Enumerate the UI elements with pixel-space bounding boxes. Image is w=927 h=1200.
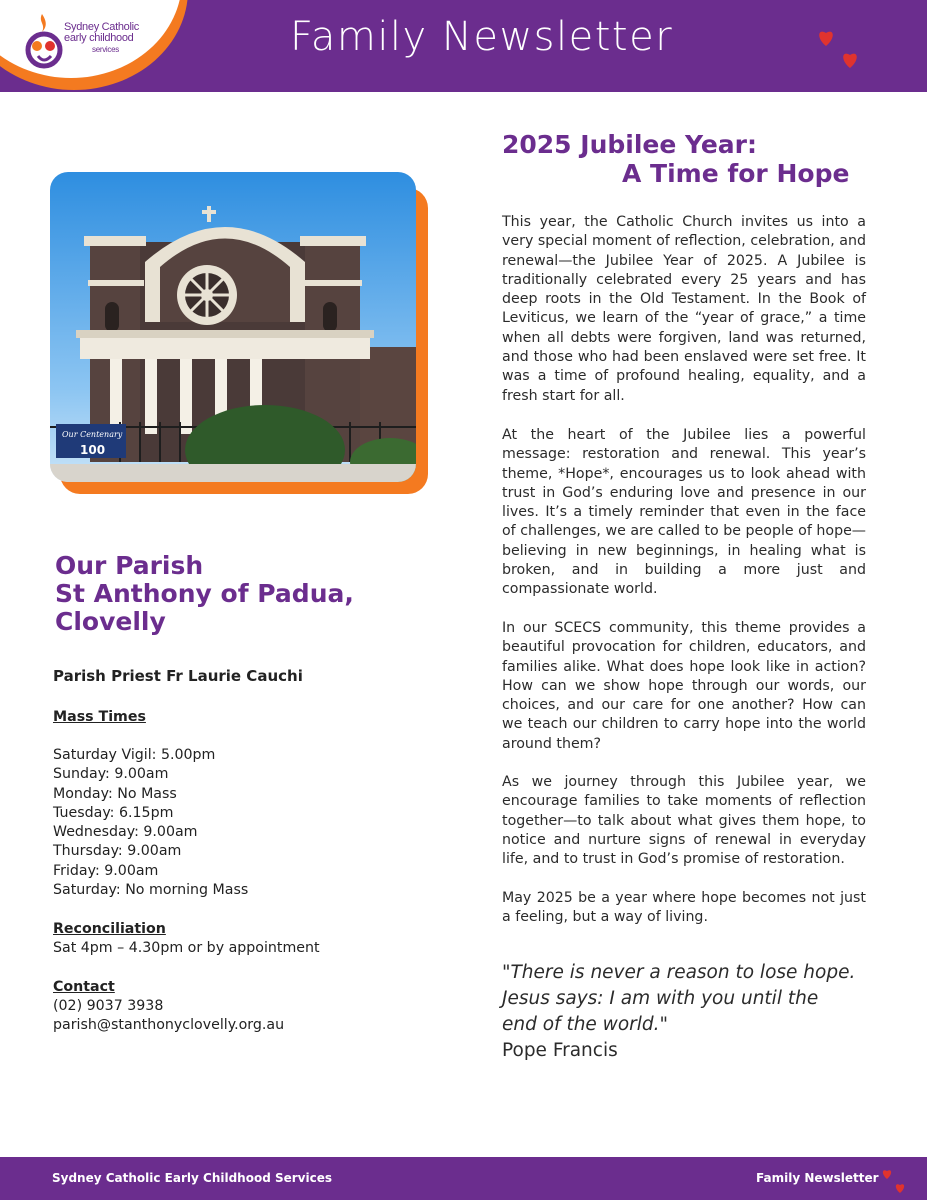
- mass-time-item: Saturday: No morning Mass: [53, 882, 249, 899]
- mass-time-item: Friday: 9.00am: [53, 862, 159, 879]
- article-title: [502, 130, 862, 188]
- parish-heading: [55, 552, 354, 636]
- mass-time-item: Thursday: 9.00am: [53, 843, 182, 860]
- banner-text: Our Centenary: [62, 430, 123, 439]
- mass-time-item: Wednesday: 9.00am: [53, 824, 198, 841]
- logo-line3: services: [92, 45, 119, 54]
- quote-line2: Jesus says: I am with you until the: [502, 988, 819, 1009]
- parish-heading-line2: St Anthony of Padua,: [55, 579, 354, 608]
- article-paragraph-3: In our SCECS community, this theme provides a beautiful provocation for children, educators, and families alike. What does hope look like in action? How can we show hope through our words, our choices, and our care for one another? How can we teach our children to carry hope into the world around them?: [502, 620, 866, 752]
- footer-hearts-icon: [880, 1165, 908, 1195]
- article-paragraph-4: As we journey through this Jubilee year, we encourage families to take moments of reflection together—to talk about what gives them hope, to notice and nurture signs of renewal in everyday life, and to trust in God’s promise of restoration.: [502, 774, 866, 868]
- mass-time-item: Tuesday: 6.15pm: [53, 804, 174, 821]
- article-title-line1: 2025 Jubilee Year:: [502, 130, 757, 159]
- logo-line1: Sydney Catholic: [64, 21, 139, 33]
- footer-newsletter-label: Family Newsletter: [756, 1171, 879, 1185]
- logo-area: [0, 0, 190, 92]
- article-title-line2: A Time for Hope: [622, 159, 850, 188]
- footer-org-name: Sydney Catholic Early Childhood Services: [52, 1171, 333, 1185]
- header-bar: [0, 0, 927, 92]
- mass-times-heading: Mass Times: [53, 709, 146, 725]
- logo-text: [64, 22, 174, 55]
- newsletter-title: Family Newsletter: [290, 14, 674, 60]
- quote-attribution: Pope Francis: [502, 1040, 618, 1061]
- mass-time-item: Monday: No Mass: [53, 785, 177, 802]
- parish-priest: Parish Priest Fr Laurie Cauchi: [53, 667, 303, 685]
- contact-email[interactable]: parish@stanthonyclovelly.org.au: [53, 1017, 285, 1033]
- mass-time-item: Sunday: 9.00am: [53, 766, 169, 783]
- contact-phone[interactable]: (02) 9037 3938: [53, 998, 164, 1014]
- quote-line3: end of the world.": [502, 1014, 669, 1035]
- reconciliation-heading: Reconciliation: [53, 921, 166, 937]
- parish-heading-line1: Our Parish: [55, 551, 204, 580]
- church-photo: [50, 172, 416, 482]
- logo-icon: [24, 12, 64, 70]
- mass-times-list: [53, 746, 248, 900]
- article-paragraph-1: This year, the Catholic Church invites us into a very special moment of reflection, celebration, and renewal—the Jubilee Year of 2025. A Jubilee is traditionally celebrated every 25 years and has deep roots in the Old Testament. In the Book of Leviticus, we learn of the “year of grace,” a time when all debts were forgiven, land was returned, and those who had been enslaved were set free. It was a time of profound healing, equality, and a fresh start for all.: [502, 214, 866, 404]
- church-illustration: [50, 172, 416, 482]
- banner-number: 100: [80, 443, 106, 457]
- contact-heading: Contact: [53, 979, 115, 995]
- reconciliation-text: Sat 4pm – 4.30pm or by appointment: [53, 940, 320, 956]
- quote-line1: "There is never a reason to lose hope.: [502, 962, 856, 983]
- mass-time-item: Saturday Vigil: 5.00pm: [53, 747, 216, 763]
- hearts-icon: [814, 22, 864, 72]
- church-photo-frame: [50, 172, 428, 494]
- logo-line2: early childhood: [64, 32, 134, 44]
- pope-quote: [502, 960, 882, 1038]
- parish-heading-line3: Clovelly: [55, 607, 166, 636]
- article-paragraph-5: May 2025 be a year where hope becomes not just a feeling, but a way of living.: [502, 890, 866, 926]
- footer-bar: [0, 1157, 927, 1200]
- article-paragraph-2: At the heart of the Jubilee lies a powerful message: restoration and renewal. This year’s theme, *Hope*, encourages us to look ahead with trust in God’s enduring love and presence in our lives. It’s a timely reminder that even in the face of challenges, we are called to be people of hope—believing in new beginnings, in healing what is broken, and in building a more just and compassionate world.: [502, 427, 866, 598]
